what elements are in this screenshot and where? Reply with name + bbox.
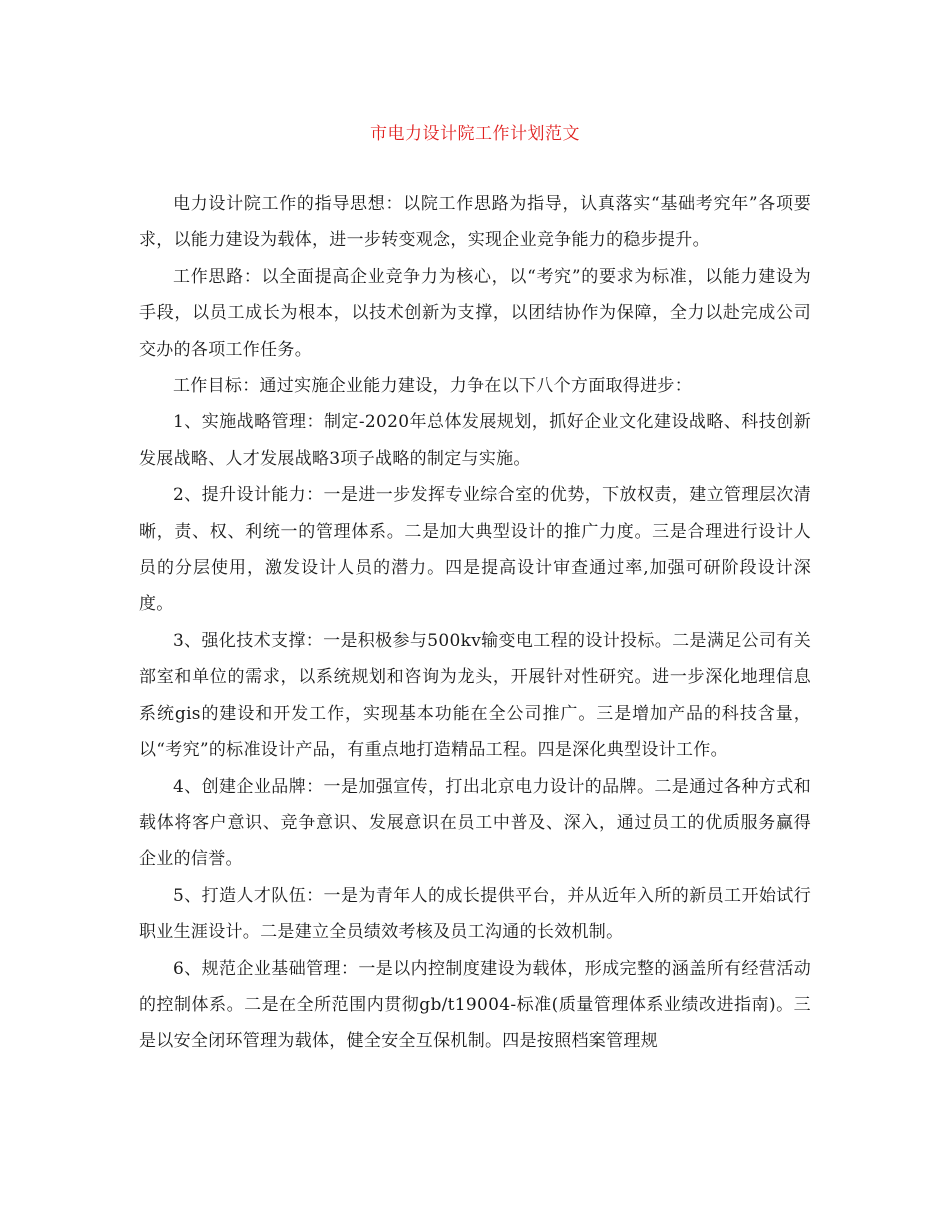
paragraph-item-1: 1、实施战略管理：制定-2020年总体发展规划，抓好企业文化建设战略、科技创新发展战略、人才发展战略3项子战略的制定与实施。: [139, 412, 811, 469]
paragraph-item-5: 5、打造人才队伍：一是为青年人的成长提供平台，并从近年入所的新员工开始试行职业生涯设计。二是建立全员绩效考核及员工沟通的长效机制。: [139, 885, 811, 943]
document-body: [139, 186, 811, 1060]
paragraph-item-6: 6、规范企业基础管理：一是以内控制度建设为载体，形成完整的涵盖所有经营活动的控制体系。二是在全所范围内贯彻gb/t19004-标准(质量管理体系业绩改进指南)。三是以安全闭环管理为载体，健全安全互保机制。四是按照档案管理规: [139, 958, 811, 1052]
paragraph-item-2: 2、提升设计能力：一是进一步发挥专业综合室的优势，下放权责，建立管理层次清晰，责、权、利统一的管理体系。二是加大典型设计的推广力度。三是合理进行设计人员的分层使用，激发设计人员的潜力。四是提高设计审查通过率,加强可研阶段设计深度。: [139, 485, 811, 615]
paragraph-item-3: 3、强化技术支撑：一是积极参与500kv输变电工程的设计投标。二是满足公司有关部室和单位的需求，以系统规划和咨询为龙头，开展针对性研究。进一步深化地理信息系统gis的建设和开发工作，实现基本功能在全公司推广。三是增加产品的科技含量，以“考究”的标准设计产品，有重点地打造精品工程。四是深化典型设计工作。: [139, 630, 811, 761]
paragraph-guiding-ideology: 电力设计院工作的指导思想：以院工作思路为指导，认真落实“基础考究年”各项要求，以能力建设为载体，进一步转变观念，实现企业竞争能力的稳步提升。: [139, 194, 811, 251]
paragraph-work-goal: 工作目标：通过实施企业能力建设，力争在以下八个方面取得进步：: [173, 376, 692, 397]
paragraph-work-approach: 工作思路：以全面提高企业竞争力为核心，以“考究”的要求为标准，以能力建设为手段，以员工成长为根本，以技术创新为支撑，以团结协作为保障，全力以赴完成公司交办的各项工作任务。: [139, 266, 811, 360]
document-title: 市电力设计院工作计划范文: [370, 124, 580, 144]
paragraph-item-4: 4、创建企业品牌：一是加强宣传，打出北京电力设计的品牌。二是通过各种方式和载体将客户意识、竞争意识、发展意识在员工中普及、深入，通过员工的优质服务赢得企业的信誉。: [139, 776, 811, 870]
